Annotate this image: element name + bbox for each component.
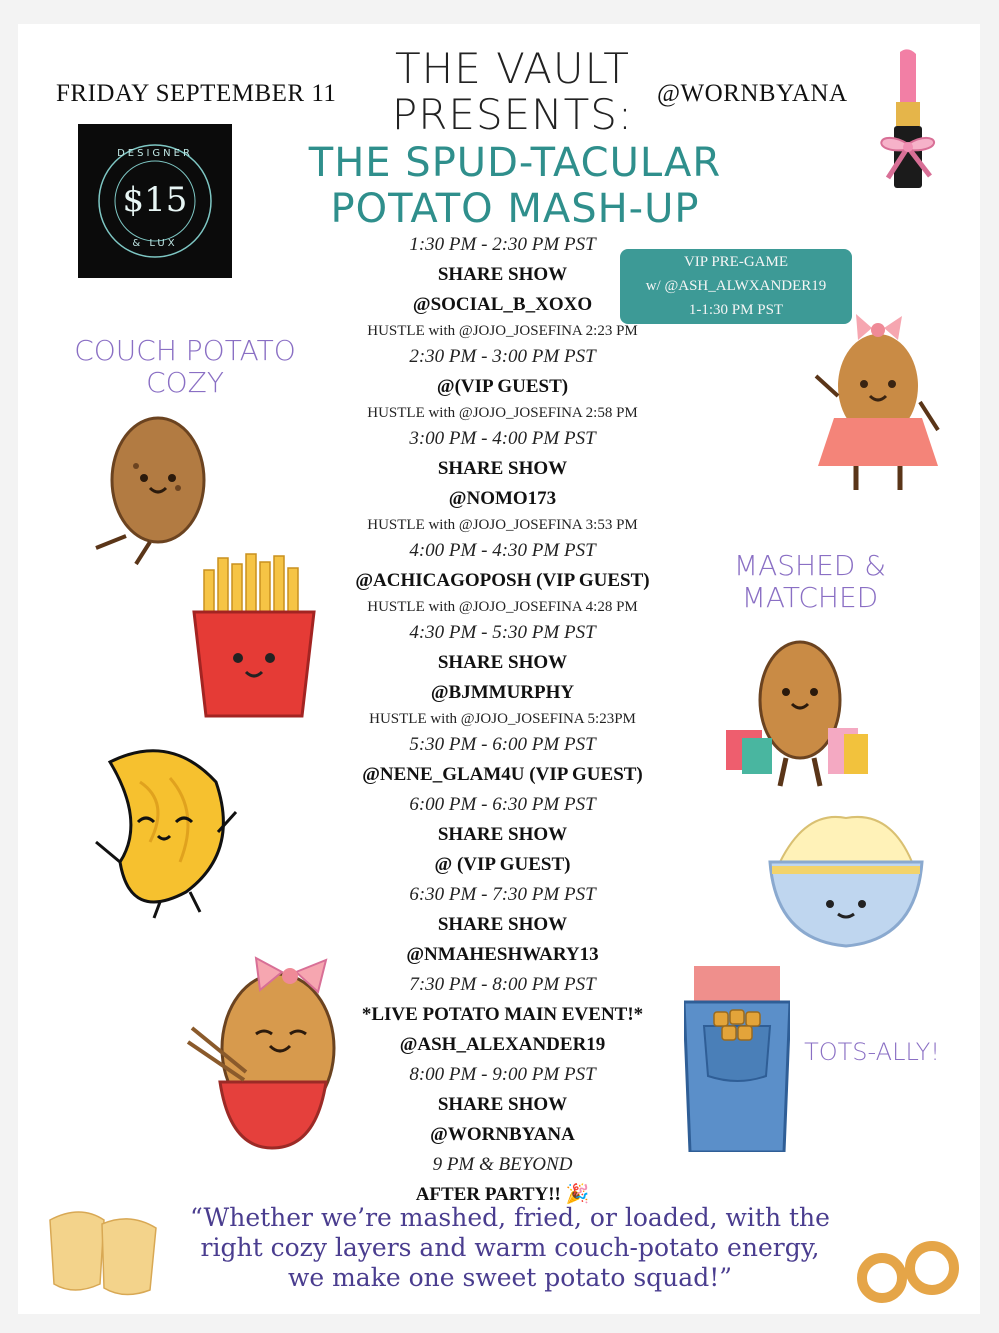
subtitle-line-2: POTATO MASH-UP [330,186,700,232]
logo-price: $15 [122,180,188,220]
closing-quote [150,1203,870,1293]
schedule-bold-line: @ACHICAGOPOSH (VIP GUEST) [355,570,650,591]
chip-icon [90,742,240,926]
quote-line-2: right cozy layers and warm couch-potato energy, [200,1233,820,1262]
schedule-hustle-line: HUSTLE with @JOJO_JOSEFINA 2:58 PM [367,405,638,421]
vip-pregame-time: 1-1:30 PM PST [688,302,784,318]
schedule-hustle-line: HUSTLE with @JOJO_JOSEFINA 5:23PM [369,711,636,727]
host-handle: @WORNBYANA [657,80,848,107]
event-date: FRIDAY SEPTEMBER 11 [56,80,337,107]
schedule-bold-line: AFTER PARTY!! 🎉 [415,1184,590,1205]
schedule-bold-line: @WORNBYANA [430,1124,575,1145]
schedule-bold-line: SHARE SHOW [437,914,568,935]
schedule-bold-line: @NMAHESHWARY13 [406,944,599,965]
schedule-time-line: 1:30 PM - 2:30 PM PST [409,234,596,255]
schedule-bold-line: @NOMO173 [448,488,557,509]
schedule-time-line: 2:30 PM - 3:00 PM PST [409,346,596,367]
vip-pregame-host: w/ @ASH_ALWXANDER19 [645,278,827,294]
schedule-bold-line: @(VIP GUEST) [436,376,569,397]
subtitle-line-1: THE SPUD-TACULAR [308,140,722,186]
title-line-2: PRESENTS: [391,90,634,139]
fries-icon [184,550,324,724]
logo-top-text: DESIGNER [117,148,193,159]
schedule-bold-line: SHARE SHOW [437,458,568,479]
lipstick-icon [858,46,958,198]
schedule-time-line: 8:00 PM - 9:00 PM PST [409,1064,596,1085]
schedule-bold-line: @BJMMURPHY [430,682,575,703]
schedule-bold-line: SHARE SHOW [437,1094,568,1115]
schedule-hustle-line: HUSTLE with @JOJO_JOSEFINA 3:53 PM [367,517,638,533]
schedule-hustle-line: HUSTLE with @JOJO_JOSEFINA 2:23 PM [367,323,638,339]
schedule-time-line: 6:30 PM - 7:30 PM PST [409,884,596,905]
schedule-time-line: 7:30 PM - 8:00 PM PST [409,974,596,995]
schedule-hustle-line: HUSTLE with @JOJO_JOSEFINA 4:28 PM [367,599,638,615]
quote-line-3: we make one sweet potato squad!” [287,1263,733,1292]
label-mashed-line2: MATCHED [741,581,879,614]
label-mashed-line1: MASHED & [733,549,887,582]
schedule-bold-line: @NENE_GLAM4U (VIP GUEST) [362,764,643,785]
label-couch-line2: COZY [146,366,224,399]
potato-shopping-icon [720,634,880,798]
schedule-bold-line: SHARE SHOW [437,824,568,845]
schedule-bold-line: SHARE SHOW [437,264,568,285]
potato-sitting-icon [86,408,226,572]
quote-line-1: “Whether we’re mashed, fried, or loaded, with the [190,1203,830,1232]
schedule-bold-line: @ASH_ALEXANDER19 [399,1034,606,1055]
mashed-bowl-icon [766,800,926,954]
potato-girl-icon [812,306,946,500]
schedule-time-line: 6:00 PM - 6:30 PM PST [409,794,596,815]
schedule-time-line: 9 PM & BEYOND [432,1154,573,1175]
schedule-time-line: 4:30 PM - 5:30 PM PST [409,622,596,643]
schedule-time-line: 4:00 PM - 4:30 PM PST [409,540,596,561]
schedule-bold-line: *LIVE POTATO MAIN EVENT!* [361,1004,644,1025]
logo-bottom-text: & LUX [132,238,178,249]
potato-eating-icon [186,952,356,1156]
schedule-list [330,230,675,1210]
schedule-time-line: 5:30 PM - 6:00 PM PST [409,734,596,755]
schedule-bold-line: @ (VIP GUEST) [434,854,571,875]
label-tots: TOTS-ALLY! [804,1038,940,1066]
vip-pregame-title: VIP PRE-GAME [683,254,789,270]
schedule-bold-line: SHARE SHOW [437,652,568,673]
jeans-tots-icon [684,966,790,1156]
schedule-time-line: 3:00 PM - 4:00 PM PST [409,428,596,449]
label-couch-line1: COUCH POTATO [74,334,296,367]
schedule-bold-line: @SOCIAL_B_XOXO [412,294,593,315]
waffle-fries-icon [40,1200,160,1304]
designer-lux-logo [78,124,232,278]
title-line-1: THE VAULT [395,44,630,93]
